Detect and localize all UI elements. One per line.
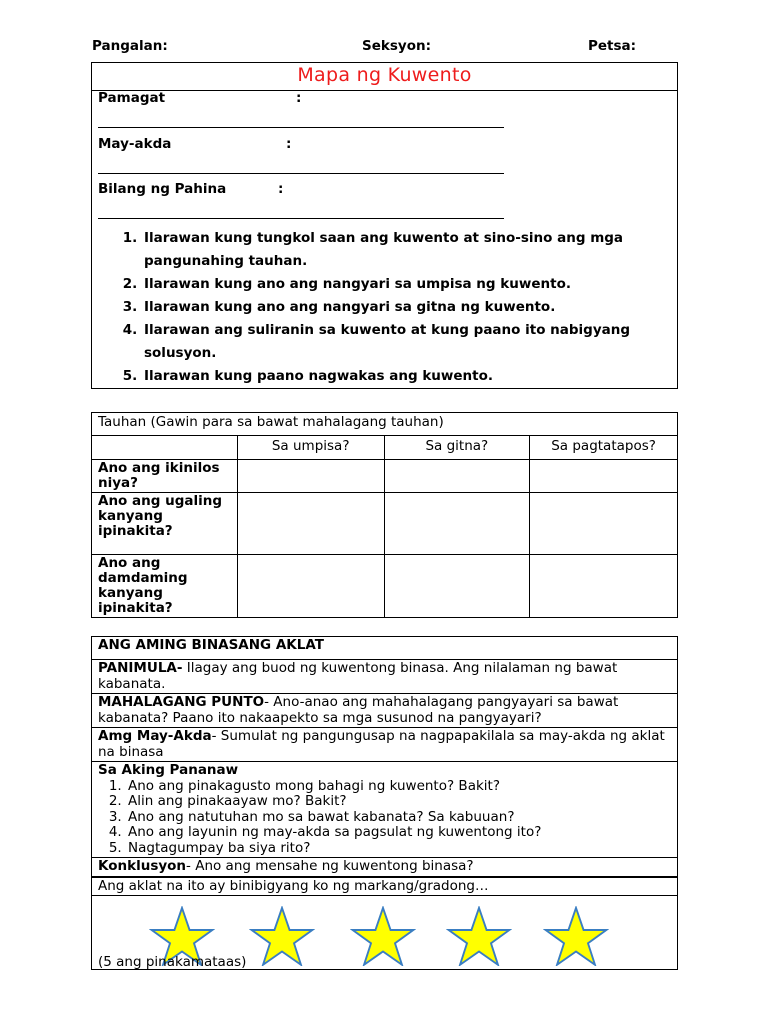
characters-table [91, 412, 678, 618]
intro-row [92, 660, 678, 694]
book-report-table [91, 636, 678, 877]
field-pages-label: Bilang ng Pahina [98, 181, 227, 197]
row-label-actions: Ano ang ikinilos niya? [92, 460, 238, 493]
row-label-feelings: Ano ang damdaming kanyang ipinakita? [92, 555, 238, 618]
opinion-item: 2. Alin ang pinakaayaw mo? Bakit? [126, 794, 671, 810]
rating-box [91, 877, 678, 970]
table-cell[interactable] [237, 493, 384, 555]
story-map-title: Mapa ng Kuwento [92, 63, 677, 91]
instruction-item: 4. Ilarawan ang suliranin sa kuwento at kung paano ito nabigyang solusyon. [142, 319, 650, 365]
field-title-underline[interactable] [98, 127, 504, 128]
header-date-label: Petsa: [588, 38, 637, 54]
table-cell[interactable] [530, 555, 678, 618]
table-cell[interactable] [237, 555, 384, 618]
table-cell[interactable] [530, 493, 678, 555]
star-icon[interactable] [446, 906, 512, 966]
opinion-item: 4. Ano ang layunin ng may-akda sa pagsulat ng kuwentong ito? [126, 825, 671, 841]
instruction-list [120, 227, 650, 388]
row-label-traits: Ano ang ugaling kanyang ipinakita? [92, 493, 238, 555]
table-cell[interactable] [384, 555, 530, 618]
key-points-text: - Ano-anao ang mahahalagang pangyayari sa bawat kabanata? Paano ito nakaapekto sa mga susunod na pangyayari? [98, 694, 619, 726]
opinion-row [92, 762, 678, 858]
field-pages [98, 181, 284, 197]
story-map-box [91, 62, 678, 389]
book-report-heading: ANG AMING BINASANG AKLAT [92, 637, 678, 660]
table-cell[interactable] [384, 460, 530, 493]
instruction-item: 1. Ilarawan kung tungkol saan ang kuwento at sino-sino ang mga pangunahing tauhan. [142, 227, 650, 273]
star-icon[interactable] [350, 906, 416, 966]
field-pages-colon: : [278, 181, 284, 197]
conclusion-row [92, 858, 678, 877]
field-author-colon: : [286, 136, 292, 152]
conclusion-text: - Ano ang mensahe ng kuwentong binasa? [186, 858, 474, 874]
field-author [98, 136, 292, 152]
author-row [92, 728, 678, 762]
field-title-colon: : [296, 90, 302, 106]
table-cell[interactable] [237, 460, 384, 493]
instruction-item: 3. Ilarawan kung ano ang nangyari sa gitna ng kuwento. [142, 296, 650, 319]
table-row [92, 555, 678, 618]
intro-label: PANIMULA- [98, 660, 183, 676]
field-author-label: May-akda [98, 136, 172, 152]
rating-footnote: (5 ang pinakamataas) [98, 954, 247, 970]
opinion-item: 3. Ano ang natutuhan mo sa bawat kabanata? Sa kabuuan? [126, 810, 671, 826]
field-pages-underline[interactable] [98, 218, 504, 219]
table-row [92, 460, 678, 493]
key-points-label: MAHALAGANG PUNTO [98, 694, 265, 710]
field-author-underline[interactable] [98, 173, 504, 174]
column-header-beginning: Sa umpisa? [237, 436, 384, 460]
instruction-item: 2. Ilarawan kung ano ang nangyari sa umpisa ng kuwento. [142, 273, 650, 296]
opinion-item: 1. Ano ang pinakagusto mong bahagi ng kuwento? Bakit? [126, 779, 671, 795]
column-header-blank [92, 436, 238, 460]
field-title [98, 90, 302, 106]
column-header-end: Sa pagtatapos? [530, 436, 678, 460]
column-header-middle: Sa gitna? [384, 436, 530, 460]
rating-prompt: Ang aklat na ito ay binibigyang ko ng markang/gradong… [92, 878, 677, 896]
conclusion-label: Konklusyon [98, 858, 187, 874]
table-cell[interactable] [384, 493, 530, 555]
intro-text: Ilagay ang buod ng kuwentong binasa. Ang nilalaman ng bawat kabanata. [98, 660, 618, 692]
instruction-item: 5. Ilarawan kung paano nagwakas ang kuwento. [142, 365, 650, 388]
star-icon[interactable] [543, 906, 609, 966]
opinion-list [126, 779, 671, 857]
author-text: - Sumulat ng pangungusap na nagpapakilala sa may-akda ng aklat na binasa [98, 728, 665, 760]
header-name-label: Pangalan: [92, 38, 168, 54]
key-points-row [92, 694, 678, 728]
table-row [92, 493, 678, 555]
author-label: Amg May-Akda [98, 728, 212, 744]
table-cell[interactable] [530, 460, 678, 493]
opinion-item: 5. Nagtagumpay ba siya rito? [126, 841, 671, 857]
characters-table-caption: Tauhan (Gawin para sa bawat mahalagang tauhan) [92, 413, 678, 436]
field-title-label: Pamagat [98, 90, 166, 106]
star-icon[interactable] [249, 906, 315, 966]
header-section-label: Seksyon: [362, 38, 431, 54]
opinion-label: Sa Aking Pananaw [98, 762, 239, 778]
